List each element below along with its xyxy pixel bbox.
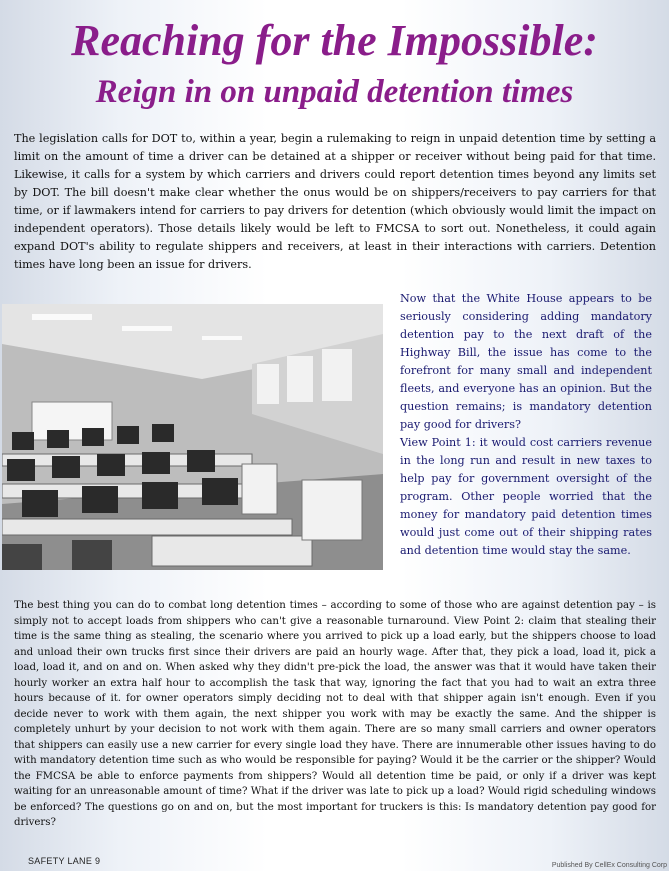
intro-paragraph: The legislation calls for DOT to, within a year, begin a rulemaking to reign in unpaid detention time by setting a limit on the amount of time a driver can be detained at a shipper or receiver without being paid for that time. Likewise, it calls for a system by which carriers and drivers could report detention times beyond any limits set by DOT. The bill doesn't make clear whether the onus would be on shippers/receivers to pay carriers for that time, or if lawmakers intend for carriers to pay drivers for detention (which obviously would limit the impact on independent operators). Those details likely would be left to FMCSA to sort out. Nonetheless, it could again expand DOT's ability to regulate shippers and receivers, at least in their interactions with carriers. Detention times have long been an issue for drivers.: [14, 132, 656, 271]
sidebar-paragraph-intro: Now that the White House appears to be seriously considering adding mandatory detention pay to the next draft of the Highway Bill, the issue has come to the forefront for many small and independent fleets, and everyone has an opinion. But the question remains; is mandatory detention pay good for drivers?: [400, 292, 652, 431]
article-subtitle: Reign in on unpaid detention times: [95, 74, 574, 110]
article-title: Reaching for the Impossible:: [71, 16, 598, 65]
body-paragraph: The best thing you can do to combat long detention times – according to some of those who are against detention pay – is simply not to accept loads from shippers who can't give a reasonable turnaround. View Point 2: claim that stealing their time is the same thing as stealing, the scenario where you arrived to pick up a load early, but the shippers choose to load and unload their own trucks first since their drivers are paid an hourly wage. After that, they pick a load, load it, pick a load, load it, and on and on. When asked why they didn't pre-pick the load, the answer was that it would have taken their hourly worker an extra half hour to accomplish the task that way, ignoring the fact that you had to wait an extra three hours because of it. for owner operators simply deciding not to deal with that shipper again isn't enough. Even if you decide never to work with them again, the next shipper you work with may be exactly the same. And the shipper is completely unhurt by your decision to not work with them again. There are so many small carriers and owner operators that shippers can easily use a new carrier for every single load they have. There are innumerable other issues having to do with mandatory detention time such as who would be responsible for paying? Would it be the carrier or the shipper? Would the FMCSA be able to enforce payments from shippers? Would all detention time be paid, or only if a driver was kept waiting for an unreasonable amount of time? What if the driver was late to pick up a load? Would rigid scheduling windows be enforced? The questions go on and on, but the most important for truckers is this: Is mandatory detention pay good for drivers?: [14, 600, 656, 828]
page-footer-label: SAFETY LANE 9: [28, 856, 101, 866]
sidebar-paragraph-viewpoint-1: View Point 1: it would cost carriers revenue in the long run and result in new taxes to help pay for government oversight of the program. Other people worried that the money for mandatory paid detention times would just come out of their shipping rates and detention time would stay the same.: [400, 436, 652, 557]
publisher-credit: Published By CellEx Consulting Corp: [551, 862, 667, 869]
sidebar-column: [400, 290, 652, 560]
classroom-photo: [2, 304, 383, 570]
